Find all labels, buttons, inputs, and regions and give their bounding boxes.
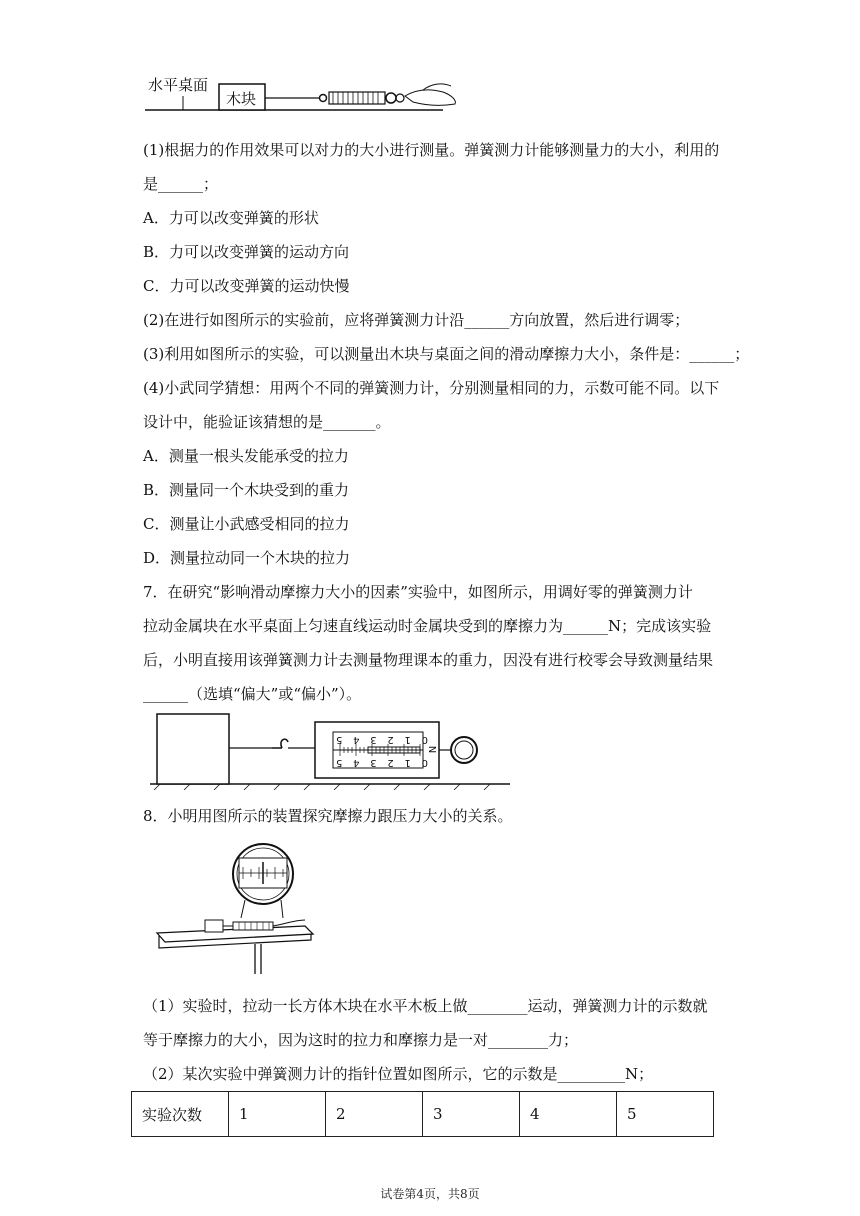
table-header-cell: 实验次数 [132,1092,229,1137]
scale-top-label: 5 [336,734,343,745]
scale-bottom-label: 4 [353,757,360,768]
table-cell: 2 [326,1092,423,1137]
scale-bottom-label: 3 [370,757,377,768]
q6-option-b: B．力可以改变弹簧的运动方向 [143,243,350,261]
q6-part4-line2: 设计中，能验证该猜想的是_______。 [143,413,391,431]
q8-part1-line2: 等于摩擦力的大小，因为这时的拉力和摩擦力是一对________力； [143,1031,579,1049]
scale-unit-label: N [426,745,438,754]
q6-part2: (2)在进行如图所示的实验前，应将弹簧测力计沿______方向放置，然后进行调零； [143,311,690,329]
scale-top-label: 3 [370,734,377,745]
metal-block-scale-diagram [150,710,520,790]
q6-option-a2: A．测量一根头发能承受的拉力 [143,447,349,465]
table-cell: 3 [423,1092,520,1137]
table-row [132,1092,714,1137]
scale-bottom-label: 2 [387,757,394,768]
table-cell: 1 [229,1092,326,1137]
q6-part3: (3)利用如图所示的实验，可以测量出木块与桌面之间的滑动摩擦力大小，条件是：______； [143,345,750,363]
q8-part2: （2）某次实验中弹簧测力计的指针位置如图所示，它的示数是_________N； [143,1065,654,1083]
q7-line4: ______（选填“偏大”或“偏小”）。 [143,685,362,703]
scale-top-label: 1 [404,734,411,745]
scale-top-label: 4 [353,734,360,745]
q6-part1-line2: 是______； [143,175,219,193]
scale-top-label: 2 [387,734,394,745]
q6-part1-line1: (1)根据力的作用效果可以对力的大小进行测量。弹簧测力计能够测量力的大小，利用的 [143,141,720,159]
block-label: 木块 [226,90,257,108]
q8-intro: 8．小明用图所示的装置探究摩擦力跟压力大小的关系。 [143,807,513,825]
experiment-table [131,1091,714,1137]
scale-bottom-label: 5 [336,757,343,768]
figure-metal-block-scale [150,710,520,790]
friction-apparatus-diagram [155,838,325,978]
scale-bottom-label: 1 [404,757,411,768]
table-cell: 4 [520,1092,617,1137]
q7-line3: 后，小明直接用该弹簧测力计去测量物理课本的重力，因没有进行校零会导致测量结果 [143,651,714,669]
q7-line1: 7．在研究“影响滑动摩擦力大小的因素”实验中，如图所示，用调好零的弹簧测力计 [143,583,693,601]
q6-option-d2: D．测量拉动同一个木块的拉力 [143,549,351,567]
q6-option-c: C．力可以改变弹簧的运动快慢 [143,277,350,295]
table-cell: 5 [617,1092,714,1137]
desk-label: 水平桌面 [148,76,209,94]
q6-part4-line1: (4)小武同学猜想：用两个不同的弹簧测力计，分别测量相同的力，示数可能不同。以下 [143,379,720,397]
q6-option-a: A．力可以改变弹簧的形状 [143,209,319,227]
scale-bottom-numbers [336,757,428,767]
figure-friction-apparatus [155,838,325,978]
q6-option-c2: C．测量让小武感受相同的拉力 [143,515,350,533]
scale-top-label: 0 [421,734,428,745]
q8-part1-line1: （1）实验时，拉动一长方体木块在水平木板上做________运动，弹簧测力计的示数就 [143,997,708,1015]
q6-option-b2: B．测量同一个木块受到的重力 [143,481,350,499]
figure-block-on-desk [143,70,463,116]
q7-line2: 拉动金属块在水平桌面上匀速直线运动时金属块受到的摩擦力为______N；完成该实验 [143,617,712,635]
scale-bottom-label: 0 [421,757,428,768]
scale-top-numbers [336,734,428,744]
page-footer: 试卷第4页，共8页 [380,1187,480,1201]
